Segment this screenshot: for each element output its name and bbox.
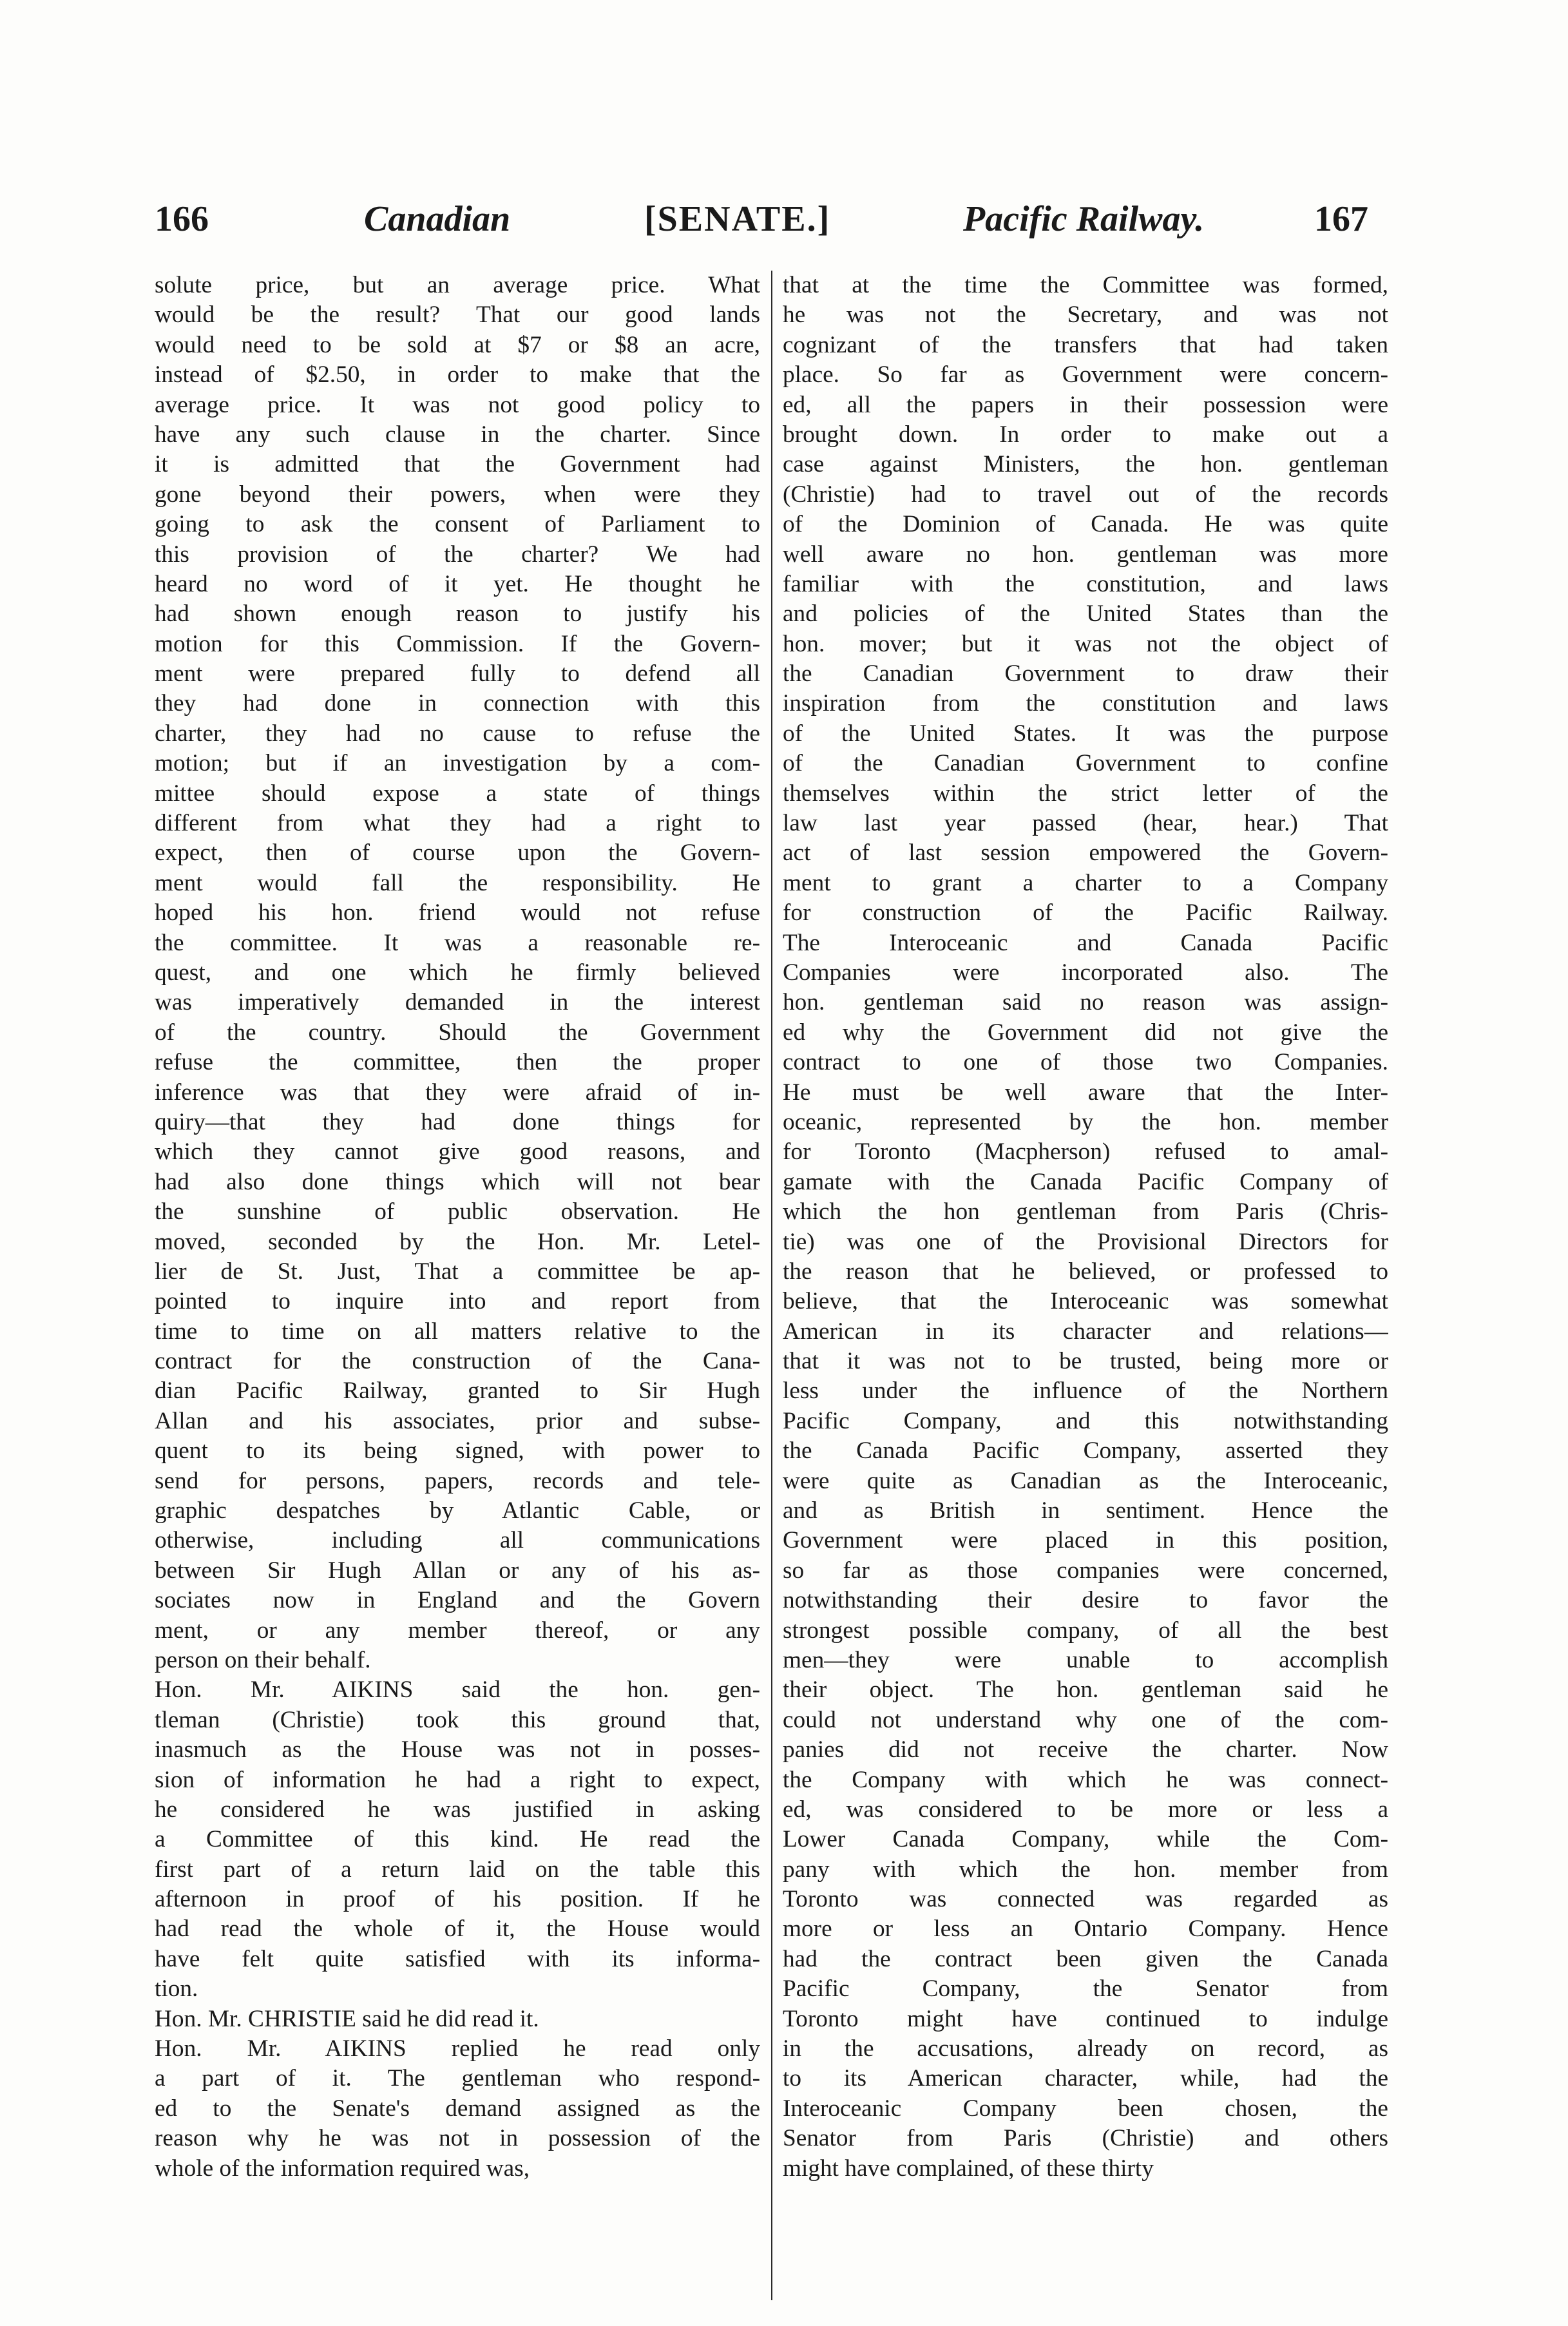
text-line: oceanic, represented by the hon. member xyxy=(783,1108,1388,1135)
text-line: place. So far as Government were concern- xyxy=(783,361,1388,389)
text-line: (Christie) had to travel out of the records xyxy=(783,481,1388,508)
text-line: contract to one of those two Companies. xyxy=(783,1049,1388,1076)
text-line: in the accusations, already on record, as xyxy=(783,2035,1388,2062)
text-line: well aware no hon. gentleman was more xyxy=(783,541,1388,568)
text-line: so far as those companies were concerned, xyxy=(783,1557,1388,1584)
text-line: ed, was considered to be more or less a xyxy=(783,1796,1388,1823)
text-line: graphic despatches by Atlantic Cable, or xyxy=(155,1497,760,1524)
text-line: panies did not receive the charter. Now xyxy=(783,1736,1388,1764)
text-line: hon. gentleman said no reason was assign- xyxy=(783,989,1388,1016)
text-line: that at the time the Committee was formed, xyxy=(783,272,1388,298)
text-line: otherwise, including all communications xyxy=(155,1527,760,1554)
text-line: person on their behalf. xyxy=(155,1646,371,1673)
text-line: ed why the Government did not give the xyxy=(783,1019,1388,1046)
text-line: Allan and his associates, prior and subse- xyxy=(155,1407,760,1434)
text-line: gone beyond their powers, when were they xyxy=(155,481,760,508)
text-line: would need to be sold at $7 or $8 an acre, xyxy=(155,331,760,358)
text-line: act of last session empowered the Govern- xyxy=(783,840,1388,867)
text-line: Hon. Mr. CHRISTIE said he did read it. xyxy=(155,2005,539,2032)
text-line: of the Dominion of Canada. He was quite xyxy=(783,511,1388,538)
text-line: gamate with the Canada Pacific Company of xyxy=(783,1168,1388,1195)
text-line: tie) was one of the Provisional Directors for xyxy=(783,1228,1388,1255)
text-line: Pacific Company, the Senator from xyxy=(783,1975,1388,2003)
text-line: he was not the Secretary, and was not xyxy=(783,302,1388,329)
text-line: send for persons, papers, records and tele- xyxy=(155,1467,760,1494)
text-line: and as British in sentiment. Hence the xyxy=(783,1497,1388,1524)
text-line: the Canadian Government to draw their xyxy=(783,660,1388,687)
text-line: themselves within the strict letter of the xyxy=(783,780,1388,807)
text-line: would be the result? That our good lands xyxy=(155,302,760,329)
text-line: contract for the construction of the Cana- xyxy=(155,1348,760,1375)
text-line: believe, that the Interoceanic was somewhat xyxy=(783,1288,1388,1315)
text-line: ment were prepared fully to defend all xyxy=(155,660,760,687)
text-line: reason why he was not in possession of the xyxy=(155,2125,760,2152)
text-line: average price. It was not good policy to xyxy=(155,391,760,418)
text-line: quent to its being signed, with power to xyxy=(155,1437,760,1465)
column-divider xyxy=(771,271,772,2300)
text-line: ment to grant a charter to a Company xyxy=(783,869,1388,896)
text-line: first part of a return laid on the table this xyxy=(155,1856,760,1883)
text-line: moved, seconded by the Hon. Mr. Letel- xyxy=(155,1228,760,1255)
text-line: the Company with which he was connect- xyxy=(783,1766,1388,1793)
text-line: inasmuch as the House was not in posses- xyxy=(155,1736,760,1764)
text-line: of the United States. It was the purpose xyxy=(783,720,1388,747)
right-running-title: Pacific Railway. xyxy=(963,199,1205,239)
text-line: have any such clause in the charter. Since xyxy=(155,421,760,448)
text-line: inspiration from the constitution and laws xyxy=(783,690,1388,717)
text-line: have felt quite satisfied with its informa- xyxy=(155,1945,760,1972)
text-line: lier de St. Just, That a committee be ap- xyxy=(155,1258,760,1285)
text-line: for Toronto (Macpherson) refused to amal- xyxy=(783,1139,1388,1166)
text-line: pointed to inquire into and report from xyxy=(155,1288,760,1315)
text-line: American in its character and relations— xyxy=(783,1318,1388,1345)
text-line: quiry—that they had done things for xyxy=(155,1108,760,1135)
text-line: were quite as Canadian as the Interoceanic, xyxy=(783,1467,1388,1494)
text-line: sion of information he had a right to expect, xyxy=(155,1766,760,1793)
text-line: brought down. In order to make out a xyxy=(783,421,1388,448)
text-line: Senator from Paris (Christie) and others xyxy=(783,2125,1388,2152)
text-line: going to ask the consent of Parliament to xyxy=(155,511,760,538)
text-line: whole of the information required was, xyxy=(155,2155,530,2182)
left-text-column xyxy=(155,271,760,2184)
text-line: it is admitted that the Government had xyxy=(155,451,760,478)
text-line: a Committee of this kind. He read the xyxy=(155,1826,760,1853)
text-line: he considered he was justified in asking xyxy=(155,1796,760,1823)
right-text-column xyxy=(783,271,1388,2184)
text-line: case against Ministers, the hon. gentleman xyxy=(783,451,1388,478)
left-page-number: 166 xyxy=(155,199,209,239)
text-line: sociates now in England and the Govern xyxy=(155,1587,760,1614)
text-line: their object. The hon. gentleman said he xyxy=(783,1677,1388,1704)
text-line: had the contract been given the Canada xyxy=(783,1945,1388,1972)
text-line: He must be well aware that the Inter- xyxy=(783,1079,1388,1106)
text-line: motion; but if an investigation by a com- xyxy=(155,750,760,777)
text-line: familiar with the constitution, and laws xyxy=(783,570,1388,597)
text-line: they had done in connection with this xyxy=(155,690,760,717)
text-line: Government were placed in this position, xyxy=(783,1527,1388,1554)
text-line: of the Canadian Government to confine xyxy=(783,750,1388,777)
running-header xyxy=(155,193,1385,245)
text-line: which they cannot give good reasons, and xyxy=(155,1139,760,1166)
text-line: Toronto might have continued to indulge xyxy=(783,2005,1388,2032)
left-running-title: Canadian xyxy=(364,199,511,239)
text-line: tleman (Christie) took this ground that, xyxy=(155,1706,760,1733)
text-line: had read the whole of it, the House would xyxy=(155,1916,760,1943)
text-line: expect, then of course upon the Govern- xyxy=(155,840,760,867)
text-line: Hon. Mr. AIKINS replied he read only xyxy=(155,2035,760,2062)
text-line: the Canada Pacific Company, asserted they xyxy=(783,1437,1388,1465)
text-line: the reason that he believed, or professed to xyxy=(783,1258,1388,1285)
text-line: between Sir Hugh Allan or any of his as- xyxy=(155,1557,760,1584)
text-line: that it was not to be trusted, being more or xyxy=(783,1348,1388,1375)
text-line: The Interoceanic and Canada Pacific xyxy=(783,929,1388,956)
text-line: dian Pacific Railway, granted to Sir Hugh xyxy=(155,1378,760,1405)
text-line: could not understand why one of the com- xyxy=(783,1706,1388,1733)
text-line: heard no word of it yet. He thought he xyxy=(155,570,760,597)
text-line: Pacific Company, and this notwithstanding xyxy=(783,1407,1388,1434)
text-line: had shown enough reason to justify his xyxy=(155,601,760,628)
text-line: of the country. Should the Government xyxy=(155,1019,760,1046)
text-line: quest, and one which he firmly believed xyxy=(155,959,760,986)
text-line: refuse the committee, then the proper xyxy=(155,1049,760,1076)
text-line: and policies of the United States than the xyxy=(783,601,1388,628)
text-line: motion for this Commission. If the Govern- xyxy=(155,630,760,657)
center-running-title: [SENATE.] xyxy=(644,199,831,239)
text-line: strongest possible company, of all the best xyxy=(783,1617,1388,1644)
text-line: ment, or any member thereof, or any xyxy=(155,1617,760,1644)
text-line: hoped his hon. friend would not refuse xyxy=(155,899,760,927)
text-line: tion. xyxy=(155,1975,198,2003)
text-line: Companies were incorporated also. The xyxy=(783,959,1388,986)
text-line: cognizant of the transfers that had taken xyxy=(783,331,1388,358)
text-line: men—they were unable to accomplish xyxy=(783,1646,1388,1673)
text-line: hon. mover; but it was not the object of xyxy=(783,630,1388,657)
text-line: more or less an Ontario Company. Hence xyxy=(783,1916,1388,1943)
text-line: Toronto was connected was regarded as xyxy=(783,1886,1388,1913)
text-line: Lower Canada Company, while the Com- xyxy=(783,1826,1388,1853)
text-line: the sunshine of public observation. He xyxy=(155,1198,760,1225)
text-line: ment would fall the responsibility. He xyxy=(155,869,760,896)
text-line: notwithstanding their desire to favor the xyxy=(783,1587,1388,1614)
text-line: inference was that they were afraid of in- xyxy=(155,1079,760,1106)
text-line: ed, all the papers in their possession were xyxy=(783,391,1388,418)
text-line: which the hon gentleman from Paris (Chris- xyxy=(783,1198,1388,1225)
text-line: less under the influence of the Northern xyxy=(783,1378,1388,1405)
text-line: had also done things which will not bear xyxy=(155,1168,760,1195)
text-line: mittee should expose a state of things xyxy=(155,780,760,807)
text-line: ed to the Senate's demand assigned as the xyxy=(155,2095,760,2122)
text-line: to its American character, while, had the xyxy=(783,2065,1388,2092)
text-line: for construction of the Pacific Railway. xyxy=(783,899,1388,927)
text-line: instead of $2.50, in order to make that the xyxy=(155,361,760,389)
text-line: was imperatively demanded in the interest xyxy=(155,989,760,1016)
text-line: this provision of the charter? We had xyxy=(155,541,760,568)
right-page-number: 167 xyxy=(1314,199,1368,239)
text-line: the committee. It was a reasonable re- xyxy=(155,929,760,956)
text-line: charter, they had no cause to refuse the xyxy=(155,720,760,747)
text-line: time to time on all matters relative to the xyxy=(155,1318,760,1345)
text-line: Hon. Mr. AIKINS said the hon. gen- xyxy=(155,1677,760,1704)
text-line: afternoon in proof of his position. If he xyxy=(155,1886,760,1913)
text-line: different from what they had a right to xyxy=(155,810,760,837)
text-line: a part of it. The gentleman who respond- xyxy=(155,2065,760,2092)
text-line: solute price, but an average price. What xyxy=(155,272,760,298)
text-line: might have complained, of these thirty xyxy=(783,2155,1154,2182)
text-line: Interoceanic Company been chosen, the xyxy=(783,2095,1388,2122)
text-line: law last year passed (hear, hear.) That xyxy=(783,810,1388,837)
text-line: pany with which the hon. member from xyxy=(783,1856,1388,1883)
